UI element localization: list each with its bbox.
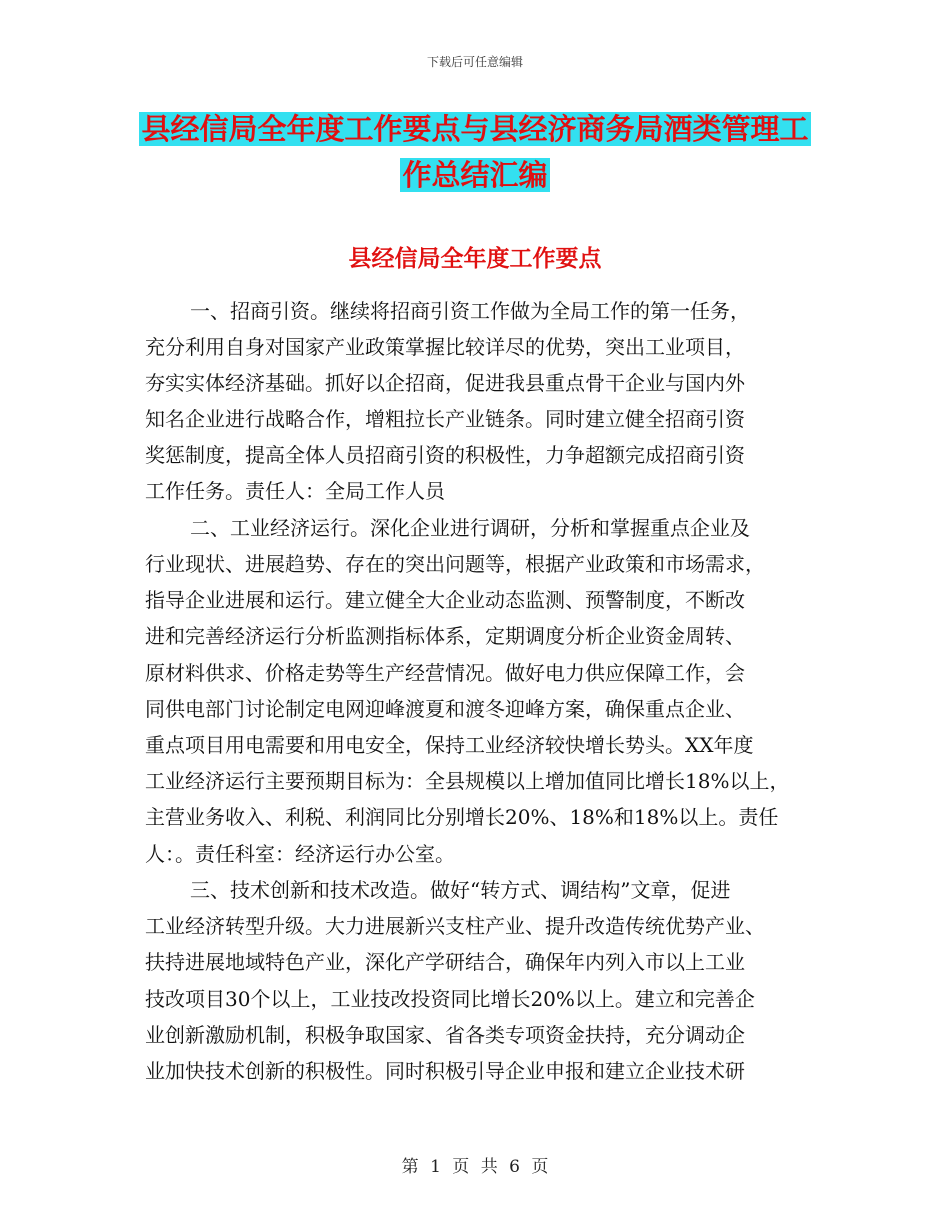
body-line: 行业现状、进展趋势、存在的突出问题等，根据产业政策和市场需求，: [145, 552, 765, 576]
body-line: 二、工业经济运行。深化企业进行调研，分析和掌握重点企业及: [190, 516, 750, 540]
body-line: 三、技术创新和技术改造。做好“转方式、调结构”文章，促进: [190, 878, 731, 902]
document-title-line-1: [0, 104, 950, 154]
body-line: 工业经济运行主要预期目标为：全县规模以上增加值同比增长18%以上，: [145, 769, 790, 793]
body-line: 原材料供求、价格走势等生产经营情况。做好电力供应保障工作，会: [145, 661, 745, 685]
body-line: 知名企业进行战略合作，增粗拉长产业链条。同时建立健全招商引资: [145, 407, 745, 431]
document-title-line-2: [0, 150, 950, 200]
body-line: 业加快技术创新的积极性。同时积极引导企业申报和建立企业技术研: [145, 1059, 745, 1083]
body-line: 扶持进展地域特色产业，深化产学研结合，确保年内列入市以上工业: [145, 950, 745, 974]
body-line: 夯实实体经济基础。抓好以企招商，促进我县重点骨干企业与国内外: [145, 371, 745, 395]
body-line: 充分利用自身对国家产业政策掌握比较详尽的优势，突出工业项目，: [145, 335, 745, 359]
document-title-text-1: 县经信局全年度工作要点与县经济商务局酒类管理工: [141, 112, 809, 146]
page-footer: 第 1 页 共 6 页: [401, 1157, 549, 1177]
body-line: 奖惩制度，提高全体人员招商引资的积极性，力争超额完成招商引资: [145, 443, 745, 467]
body-line: 指导企业进展和运行。建立健全大企业动态监测、预警制度，不断改: [145, 588, 745, 612]
body-line: 业创新激励机制，积极争取国家、省各类专项资金扶持，充分调动企: [145, 1023, 745, 1047]
body-line: 进和完善经济运行分析监测指标体系，定期调度分析企业资金周转、: [145, 624, 745, 648]
section-title: 县经信局全年度工作要点: [348, 246, 602, 272]
body-line: 重点项目用电需要和用电安全，保持工业经济较快增长势头。XX年度: [145, 733, 754, 757]
body-line: 同供电部门讨论制定电网迎峰渡夏和渡冬迎峰方案，确保重点企业、: [145, 697, 745, 721]
document-title-text-2: 作总结汇编: [402, 158, 548, 192]
body-line: 人：。责任科室：经济运行办公室。: [145, 842, 455, 866]
body-line: 一、招商引资。继续将招商引资工作做为全局工作的第一任务，: [190, 299, 750, 323]
body-line: 工业经济转型升级。大力进展新兴支柱产业、提升改造传统优势产业、: [145, 914, 765, 938]
body-line: 主营业务收入、利税、利润同比分别增长20%、18%和18%以上。责任: [145, 805, 779, 829]
body-line: 工作任务。责任人：全局工作人员: [145, 479, 445, 503]
body-line: 技改项目30个以上，工业技改投资同比增长20%以上。建立和完善企: [145, 987, 755, 1011]
header-note: 下载后可任意编辑: [426, 55, 523, 69]
